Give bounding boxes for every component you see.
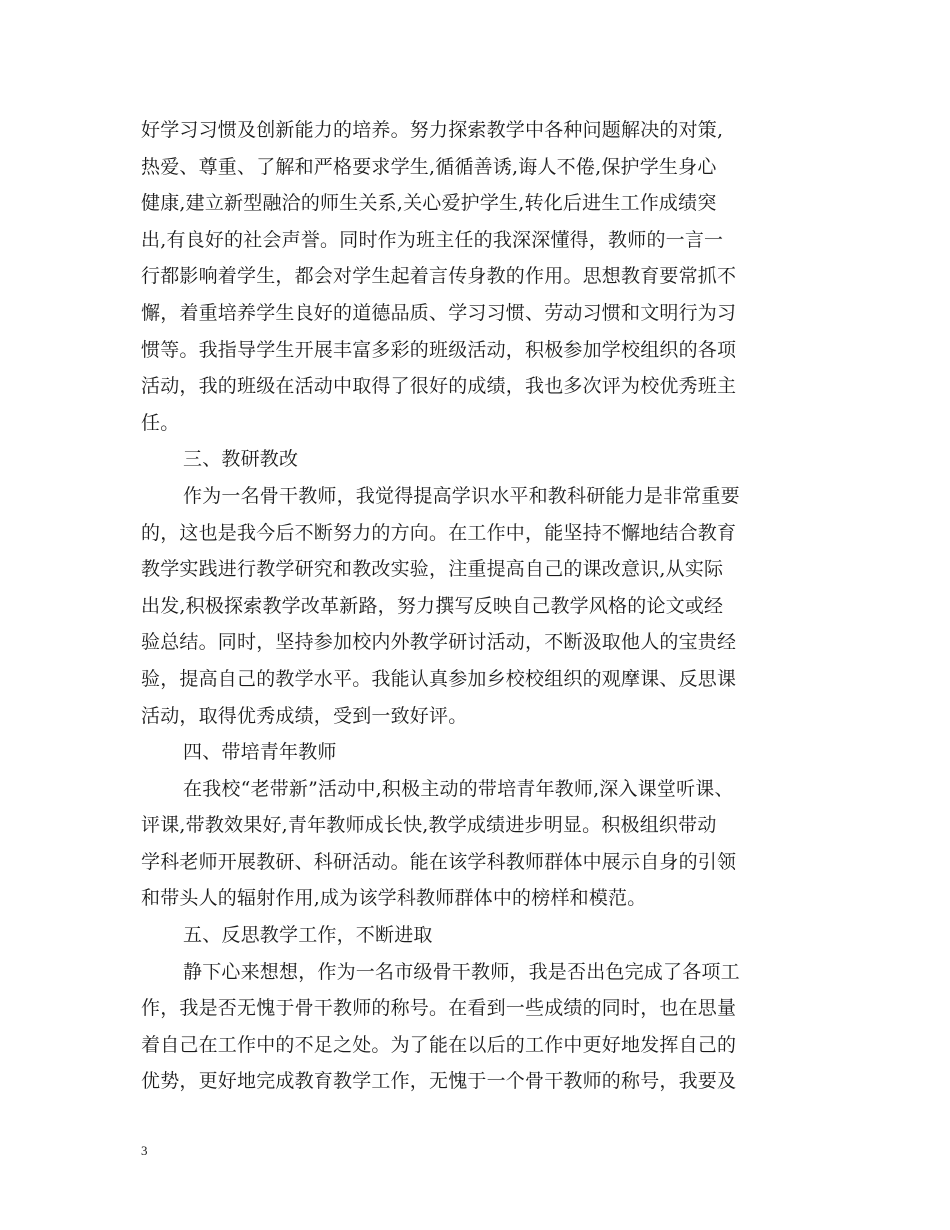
text-line: 着自己在工作中的不足之处。为了能在以后的工作中更好地发挥自己的	[141, 1033, 737, 1056]
text-line: 教学实践进行教学研究和教改实验，注重提高自己的课改意识,从实际	[141, 558, 724, 581]
text-line: 活动，取得优秀成绩，受到一致好评。	[141, 704, 468, 727]
text-line: 活动，我的班级在活动中取得了很好的成绩，我也多次评为校优秀班主	[141, 375, 737, 398]
text-line: 行都影响着学生，都会对学生起着言传身教的作用。思想教育要常抓不	[141, 265, 737, 288]
body-text	[141, 112, 813, 1100]
text-line: 评课,带教效果好,青年教师成长快,教学成绩进步明显。积极组织带动	[141, 814, 717, 837]
text-line: 出发,积极探索教学改革新路，努力撰写反映自己教学风格的论文或经	[141, 594, 724, 617]
text-line: 好学习习惯及创新能力的培养。努力探索教学中各种问题解决的对策,	[141, 119, 724, 141]
text-line: 懈，着重培养学生良好的道德品质、学习习惯、劳动习惯和文明行为习	[141, 301, 737, 324]
text-line: 优势，更好地完成教育教学工作，无愧于一个骨干教师的称号，我要及	[141, 1070, 737, 1093]
section-heading: 三、教研教改	[183, 448, 299, 471]
text-line: 热爱、尊重、了解和严格要求学生,循循善诱,诲人不倦,保护学生身心	[141, 155, 717, 178]
text-line: 作为一名骨干教师，我觉得提高学识水平和教科研能力是非常重要	[183, 484, 740, 507]
text-line: 作，我是否无愧于骨干教师的称号。在看到一些成绩的同时，也在思量	[141, 997, 737, 1020]
text-line: 在我校“老带新”活动中,积极主动的带培青年教师,深入课堂听课、	[183, 777, 734, 800]
section-heading: 五、反思教学工作，不断进取	[183, 924, 433, 947]
text-line: 的，这也是我今后不断努力的方向。在工作中，能坚持不懈地结合教育	[141, 521, 737, 544]
page-number: 3	[141, 1143, 148, 1158]
text-line: 惯等。我指导学生开展丰富多彩的班级活动，积极参加学校组织的各项	[141, 338, 737, 361]
text-line: 验总结。同时，坚持参加校内外教学研讨活动，不断汲取他人的宝贵经	[141, 631, 737, 654]
section-heading: 四、带培青年教师	[183, 741, 337, 764]
text-line: 出,有良好的社会声誉。同时作为班主任的我深深懂得，教师的一言一	[141, 228, 724, 251]
text-line: 验，提高自己的教学水平。我能认真参加乡校校组织的观摩课、反思课	[141, 667, 737, 690]
text-line: 静下心来想想，作为一名市级骨干教师，我是否出色完成了各项工	[183, 960, 740, 983]
text-line: 任。	[141, 411, 180, 434]
text-line: 和带头人的辐射作用,成为该学科教师群体中的榜样和模范。	[141, 887, 647, 910]
text-line: 健康,建立新型融洽的师生关系,关心爱护学生,转化后进生工作成绩突	[141, 192, 717, 215]
text-line: 学科老师开展教研、科研活动。能在该学科教师群体中展示自身的引领	[141, 850, 737, 873]
